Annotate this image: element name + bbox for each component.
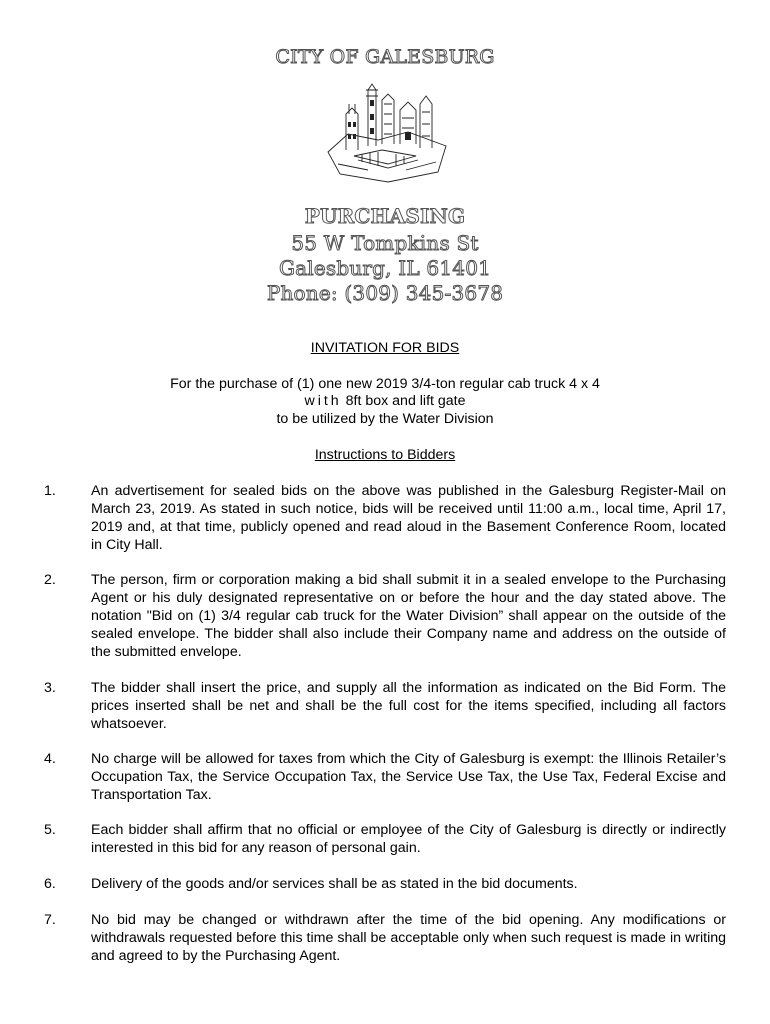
document-title: INVITATION FOR BIDS <box>310 340 460 356</box>
instruction-text: Delivery of the goods and/or services shall be as stated in the bid documents. <box>91 876 578 892</box>
purpose-line-2 <box>0 392 770 410</box>
instruction-text: The bidder shall insert the price, and supply all the information as indicated on the Bid Form. The prices inserted shall be net and shall be the full cost for the items specified, including all factors whatsoever. <box>91 680 726 732</box>
instruction-number: 6. <box>44 876 56 892</box>
instruction-number: 2. <box>44 572 56 588</box>
instruction-number: 3. <box>44 680 56 696</box>
address-city: Galesburg, IL 61401 <box>278 256 492 280</box>
instruction-number: 7. <box>44 912 56 928</box>
city-skyline-illustration <box>318 74 458 184</box>
instruction-number: 5. <box>44 822 56 838</box>
address-street: 55 W Tompkins St <box>291 231 479 255</box>
instruction-number: 4. <box>44 751 56 767</box>
purpose-line-1: For the purchase of (1) one new 2019 3/4-ton regular cab truck 4 x 4 <box>170 376 600 392</box>
instruction-text: No bid may be changed or withdrawn after the time of the bid opening. Any modifications or withdrawals requested before this time shall be acceptable only when such request is made in writing and agreed to by the Purchasing Agent. <box>91 912 726 964</box>
instruction-number: 1. <box>44 483 56 499</box>
city-title: CITY OF GALESBURG <box>275 46 495 68</box>
department-name: PURCHASING <box>304 204 466 228</box>
purpose-line-3: to be utilized by the Water Division <box>276 411 494 427</box>
instruction-text: The person, firm or corporation making a bid shall submit it in a sealed envelope to the Purchasing Agent or his duly designated representative on or before the hour and the day stated above. The notation "Bid on (1) 3/4 regular cab truck for the Water Division” shall appear on the outside of the sealed envelope. The bidder shall also include their Company name and address on the outside of the submitted envelope. <box>91 572 726 660</box>
instruction-text: An advertisement for sealed bids on the above was published in the Galesburg Register-Mail on March 23, 2019. As stated in such notice, bids will be received until 11:00 a.m., local time, April 17, 2019 and, at that time, publicly opened and read aloud in the Basement Conference Room, located in City Hall. <box>91 483 726 553</box>
instruction-text: Each bidder shall affirm that no official or employee of the City of Galesburg is directly or indirectly interested in this bid for any reason of personal gain. <box>91 822 726 856</box>
instructions-heading: Instructions to Bidders <box>314 447 456 463</box>
purpose-line-2-prefix: with <box>304 393 342 409</box>
phone-number: Phone: (309) 345-3678 <box>266 281 504 305</box>
instruction-text: No charge will be allowed for taxes from which the City of Galesburg is exempt: the Illinois Retailer’s Occupation Tax, the Service Occupation Tax, the Service Use Tax, the Use Tax, Federal Excise and Transportation Tax. <box>91 751 726 803</box>
purpose-line-2-rest: 8ft box and lift gate <box>341 393 466 409</box>
